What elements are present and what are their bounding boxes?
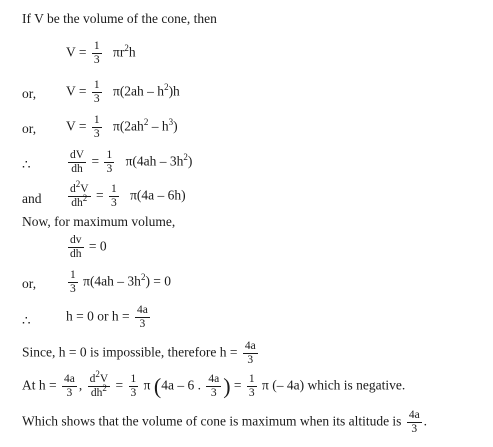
fraction bbox=[135, 305, 150, 330]
denominator: 3 bbox=[70, 283, 76, 295]
second-derivative-fraction bbox=[88, 369, 111, 399]
numerator: 1 bbox=[93, 40, 100, 52]
numerator: 4a bbox=[244, 340, 256, 352]
numerator: 1 bbox=[110, 183, 117, 195]
solution-text: h = 0 or h = bbox=[66, 308, 130, 324]
line-label: and bbox=[22, 191, 42, 206]
text-part: dh bbox=[71, 197, 83, 209]
rhs-part: πr bbox=[113, 44, 125, 60]
evaluation-line bbox=[22, 369, 406, 399]
pi-symbol: π bbox=[143, 377, 151, 393]
denominator: 3 bbox=[210, 387, 217, 399]
intro-line: If V be the volume of the cone, then bbox=[22, 11, 217, 26]
equals: = bbox=[91, 153, 100, 169]
fraction bbox=[407, 410, 422, 435]
derivative-fraction bbox=[68, 235, 84, 260]
denominator: 3 bbox=[93, 54, 100, 66]
equation-solve bbox=[66, 270, 171, 295]
solution-line bbox=[66, 305, 152, 330]
text-part: d bbox=[70, 183, 76, 195]
exponent: 3 bbox=[168, 117, 174, 128]
denominator: 3 bbox=[66, 387, 73, 399]
fraction bbox=[92, 41, 102, 66]
denominator: dh bbox=[71, 163, 83, 175]
fraction bbox=[129, 374, 139, 399]
line-label: or, bbox=[22, 86, 37, 101]
fraction bbox=[92, 115, 102, 140]
denominator: 3 bbox=[93, 128, 100, 140]
second-derivative-fraction bbox=[68, 179, 91, 209]
rhs-part: π(2ah – h bbox=[113, 83, 165, 99]
rhs-part: )h bbox=[168, 83, 180, 99]
equation-second-derivative bbox=[66, 179, 186, 209]
derivative-fraction bbox=[68, 150, 86, 175]
numerator: dv bbox=[70, 234, 82, 246]
rhs-part: π(2ah bbox=[113, 118, 144, 134]
denominator: 3 bbox=[248, 387, 255, 399]
lhs: V = bbox=[66, 118, 87, 134]
lhs: V = bbox=[66, 83, 87, 99]
numerator: 4a bbox=[208, 373, 220, 385]
equation-volume bbox=[66, 41, 136, 66]
rhs-part: ) bbox=[173, 118, 178, 134]
denominator: 3 bbox=[411, 423, 418, 435]
period: . bbox=[423, 413, 428, 429]
numerator: 4a bbox=[136, 304, 148, 316]
numerator: 1 bbox=[248, 373, 255, 385]
exponent: 2 bbox=[140, 272, 146, 283]
denominator: 3 bbox=[130, 387, 137, 399]
text-part: V bbox=[99, 373, 109, 385]
fraction bbox=[206, 374, 221, 399]
equation-expanded bbox=[66, 115, 178, 140]
rhs-part: π(4ah – 3h bbox=[83, 273, 141, 289]
numerator: 4a bbox=[64, 373, 75, 385]
equation-substituted bbox=[66, 80, 180, 105]
equals: = bbox=[95, 187, 104, 203]
rhs-part: π(4ah – 3h bbox=[125, 153, 184, 169]
equation-first-derivative bbox=[66, 150, 192, 175]
exponent: 2 bbox=[95, 369, 100, 380]
close-paren: ) bbox=[223, 373, 231, 399]
exponent: 2 bbox=[183, 152, 188, 163]
equals: = bbox=[233, 377, 242, 393]
fraction bbox=[243, 341, 258, 366]
denominator bbox=[68, 193, 91, 209]
numerator: 1 bbox=[93, 79, 100, 91]
exponent: 2 bbox=[75, 179, 81, 190]
fraction bbox=[104, 150, 114, 175]
therefore-symbol: ∴ bbox=[22, 157, 31, 172]
line-text: π (– 4a) which is negative. bbox=[262, 377, 406, 393]
equation-set-zero bbox=[66, 235, 107, 260]
exponent: 2 bbox=[143, 117, 149, 128]
rhs-part: π(4a – 6h) bbox=[130, 187, 186, 203]
denominator: 3 bbox=[93, 93, 100, 105]
exponent: 2 bbox=[164, 82, 169, 93]
line-text: Which shows that the volume of cone is maximum when its altitude is bbox=[22, 413, 402, 429]
rhs-part: ) bbox=[187, 153, 193, 169]
denominator: dh bbox=[70, 248, 82, 260]
fraction bbox=[247, 374, 257, 399]
numerator: 1 bbox=[106, 149, 113, 161]
numerator: 1 bbox=[130, 373, 137, 385]
denominator: 3 bbox=[106, 163, 113, 175]
text-part: V bbox=[80, 183, 89, 195]
exponent: 2 bbox=[102, 383, 107, 394]
denominator: 3 bbox=[139, 318, 146, 330]
line-text: At h = bbox=[22, 377, 57, 393]
rhs-part: h bbox=[128, 44, 136, 60]
max-volume-line: Now, for maximum volume, bbox=[22, 214, 176, 229]
impossibility-line bbox=[22, 341, 260, 366]
fraction bbox=[92, 80, 102, 105]
rhs-part: – h bbox=[148, 118, 169, 134]
rhs-part: ) = 0 bbox=[145, 273, 172, 289]
text-part: d bbox=[89, 373, 96, 385]
line-label: or, bbox=[22, 121, 37, 136]
rhs-part: = 0 bbox=[88, 238, 107, 254]
denominator: 3 bbox=[110, 197, 117, 209]
line-text: Since, h = 0 is impossible, therefore h = bbox=[22, 344, 238, 360]
equals: = bbox=[115, 377, 124, 393]
fraction bbox=[109, 184, 119, 209]
denominator: 3 bbox=[247, 354, 254, 366]
therefore-symbol: ∴ bbox=[22, 313, 31, 328]
exponent: 2 bbox=[82, 193, 88, 204]
exponent: 2 bbox=[124, 43, 129, 54]
lhs: V = bbox=[66, 44, 87, 60]
numerator: 1 bbox=[70, 269, 76, 281]
numerator: 4a bbox=[408, 409, 420, 421]
line-label: or, bbox=[22, 276, 37, 291]
open-paren: ( bbox=[153, 373, 162, 399]
conclusion-line bbox=[22, 410, 427, 435]
fraction bbox=[62, 374, 77, 399]
numerator: dV bbox=[70, 149, 85, 161]
comma: , bbox=[78, 377, 83, 393]
fraction bbox=[68, 270, 78, 295]
numerator: 1 bbox=[93, 114, 100, 126]
inner-expression: 4a – 6 . bbox=[161, 377, 201, 393]
denominator bbox=[88, 383, 111, 399]
text-part: dh bbox=[90, 387, 103, 399]
